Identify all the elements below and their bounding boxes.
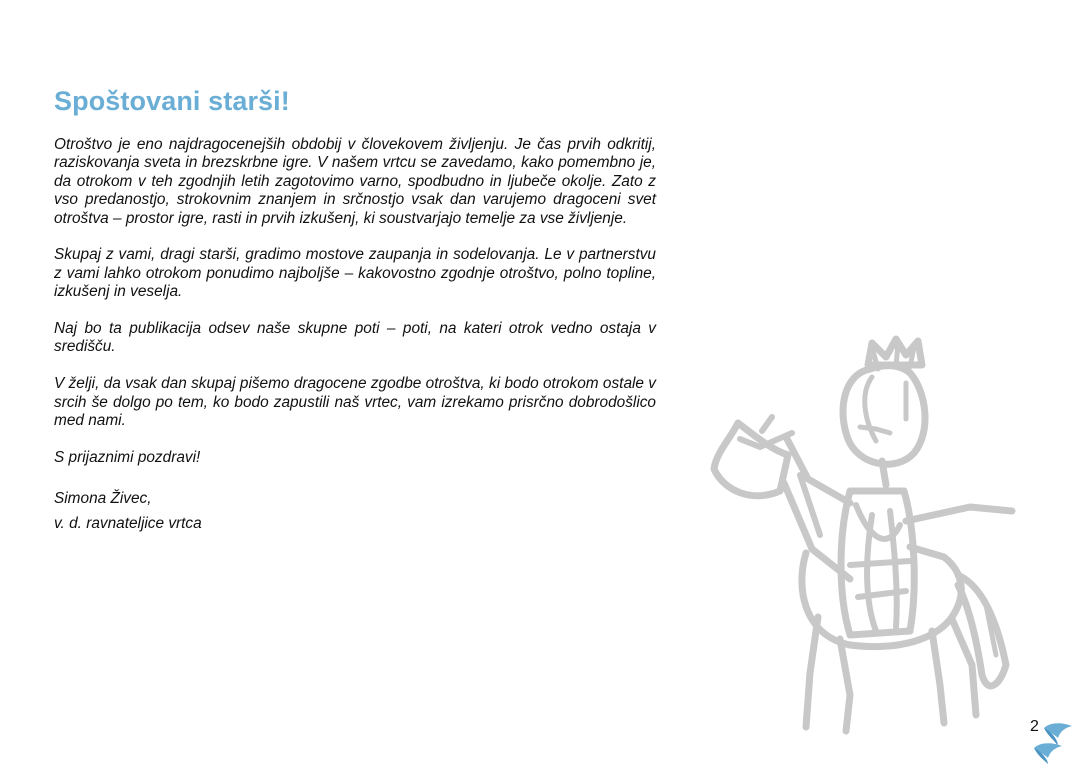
signature-block [54, 486, 656, 536]
letter-body [54, 136, 656, 554]
closing-line: S prijaznimi pozdravi! [54, 448, 201, 466]
signature-title: v. d. ravnateljice vrtca [54, 514, 202, 532]
paragraph-4: V želji, da vsak dan skupaj pišemo dragocene zgodbe otroštva, ki bodo otrokom ostale v srcih še dolgo po tem, ko bodo zapustili naš vrtec, vam izrekamo prisrčno dobrodošlico med nami. [54, 375, 656, 430]
paragraph-1: Otroštvo je eno najdragocenejših obdobij v človekovem življenju. Je čas prvih odkritij, raziskovanja sveta in brezskrbne igre. V našem vrtcu se zavedamo, kako pomembno je, da otrokom v teh zgodnjih letih zagotovimo varno, spodbudno in ljubeče okolje. Zato z vso predanostjo, strokovnim znanjem in srčnostjo vsak dan varujemo dragoceni svet otroštva – prostor igre, rasti in prvih izkušenj, ki soustvarjajo temelje za vse življenje. [54, 136, 656, 227]
page-number: 2 [1030, 718, 1039, 735]
blue-bird-footprints-icon [1028, 718, 1076, 766]
child-drawing-illustration [700, 335, 1030, 735]
page-title: Spoštovani starši! [54, 86, 290, 116]
paragraph-2: Skupaj z vami, dragi starši, gradimo mostove zaupanja in sodelovanja. Le v partnerstvu z vami lahko otrokom ponudimo najboljše – kakovostno zgodnje otroštvo, polno topline, izkušenj in veselja. [54, 246, 656, 301]
signature-name: Simona Živec, [54, 489, 152, 507]
paragraph-3: Naj bo ta publikacija odsev naše skupne poti – poti, na kateri otrok vedno ostaja v središču. [54, 320, 656, 356]
